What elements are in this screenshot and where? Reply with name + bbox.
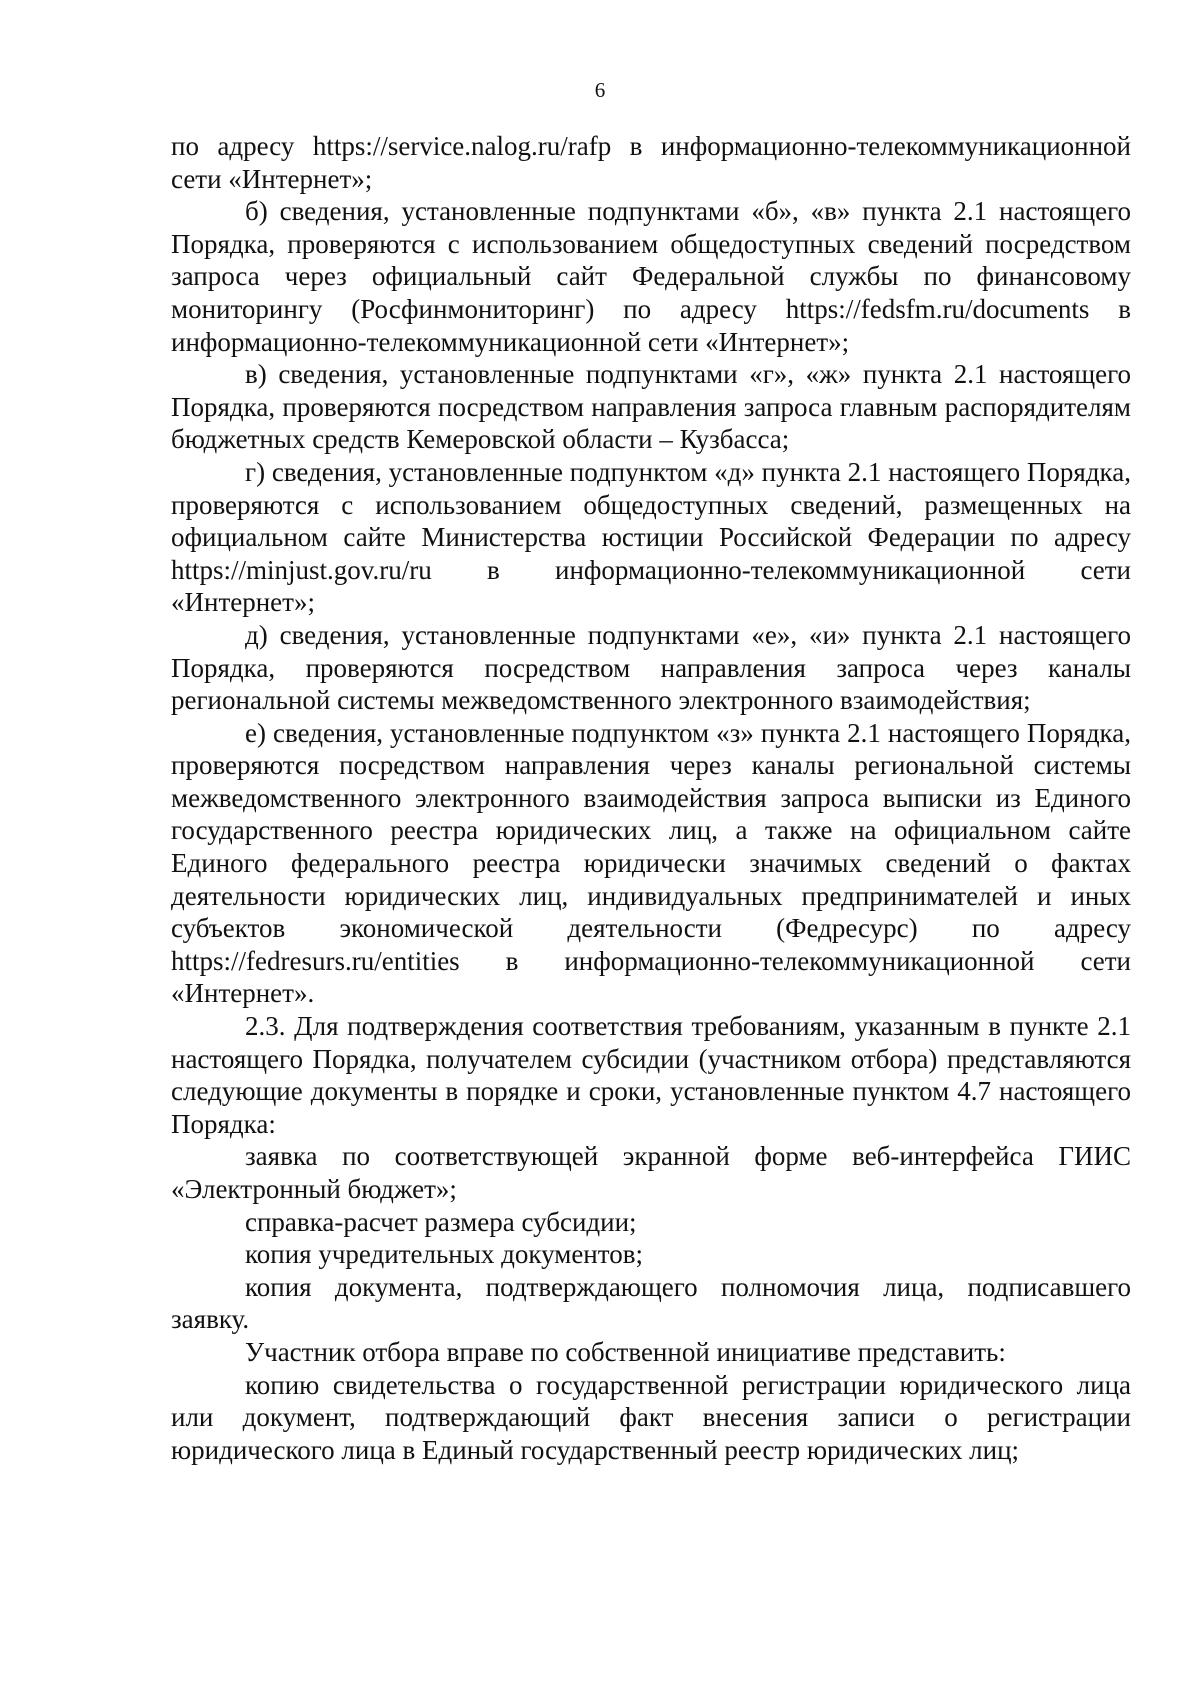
document-body xyxy=(171,130,1131,1466)
paragraph-optional-intro: Участник отбора вправе по собственной инициативе представить: xyxy=(245,1336,1006,1367)
paragraph-list-founding-docs: копия учредительных документов; xyxy=(245,1239,643,1270)
paragraph-list-application: заявка по соответствующей экранной форме веб-интерфейса ГИИС «Электронный бюджет»; xyxy=(171,1141,1131,1204)
paragraph-item-b: б) сведения, установленные подпунктами «б», «в» пункта 2.1 настоящего Порядка, проверяются с использованием общедоступных сведений посредством запроса через официальный сайт Федеральной службы по финансовому мониторингу (Росфинмониторинг) по адресу https://fedsfm.ru/documents в информационно-телекоммуникационной сети «Интернет»; xyxy=(171,196,1131,357)
paragraph-section-2-3: 2.3. Для подтверждения соответствия требованиям, указанным в пункте 2.1 настоящего Порядка, получателем субсидии (участником отбора) представляются следующие документы в порядке и сроки, установленные пунктом 4.7 настоящего Порядка: xyxy=(171,1011,1131,1139)
paragraph-item-e: е) сведения, установленные подпунктом «з» пункта 2.1 настоящего Порядка, проверяются посредством направления через каналы региональной системы межведомственного электронного взаимодействия запроса выписки из Единого государственного реестра юридических лиц, а также на официальном сайте Единого федерального реестра юридически значимых сведений о фактах деятельности юридических лиц, индивидуальных предпринимателей и иных субъектов экономической деятельности (Федресурс) по адресу https://fedresurs.ru/entities в информационно-телекоммуникационной сети «Интернет». xyxy=(171,717,1131,1009)
page-number: 6 xyxy=(594,78,606,102)
paragraph-item-d: д) сведения, установленные подпунктами «е», «и» пункта 2.1 настоящего Порядка, проверяются посредством направления запроса через каналы региональной системы межведомственного электронного взаимодействия; xyxy=(171,619,1131,716)
paragraph-list-authority-doc: копия документа, подтверждающего полномочия лица, подписавшего заявку. xyxy=(171,1271,1131,1335)
paragraph-item-g: г) сведения, установленные подпунктом «д» пункта 2.1 настоящего Порядка, проверяются с использованием общедоступных сведений, размещенных на официальном сайте Министерства юстиции Российской Федерации по адресу https://minjust.gov.ru/ru в информационно-телекоммуникационной сети «Интернет»; xyxy=(171,456,1131,618)
paragraph-item-v: в) сведения, установленные подпунктами «г», «ж» пункта 2.1 настоящего Порядка, проверяются посредством направления запроса главным распорядителям бюджетных средств Кемеровской области – Кузбасса; xyxy=(171,359,1131,455)
paragraph-continuation: по адресу https://service.nalog.ru/rafp в информационно-телекоммуникационной сети «Интернет»; xyxy=(171,131,1131,194)
paragraph-optional-registration: копию свидетельства о государственной регистрации юридического лица или документ, подтверждающий факт внесения записи о регистрации юридического лица в Единый государственный реестр юридических лиц; xyxy=(171,1369,1131,1465)
paragraph-list-calculation: справка-расчет размера субсидии; xyxy=(245,1206,637,1237)
